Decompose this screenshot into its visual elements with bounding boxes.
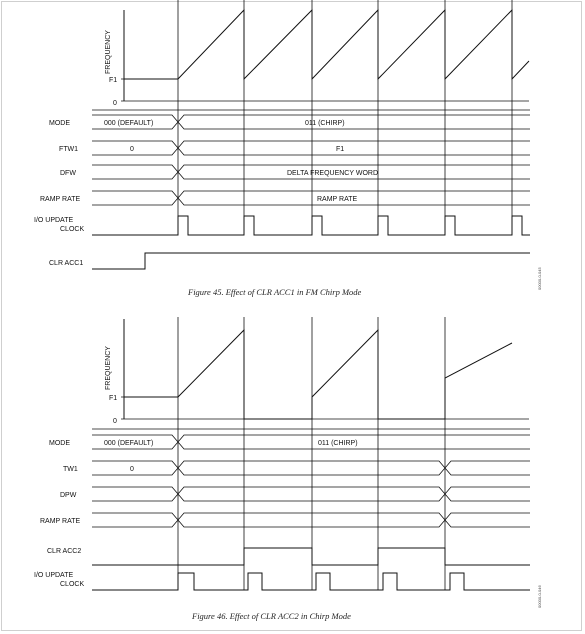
fig45-frequency-sawtooth [124, 10, 529, 79]
fig46-zero-label: 0 [113, 418, 117, 425]
fig46-clock-label: CLOCK [60, 581, 85, 588]
fig45-frequency-label: FREQUENCY [105, 30, 112, 74]
fig46-clock-waveform [92, 573, 530, 590]
fig45-dfw-label: DFW [60, 170, 76, 177]
fig45-mode-bus [49, 115, 530, 129]
fig46-frequency-trace [124, 330, 512, 419]
fig45-ramp-rate-value: RAMP RATE [317, 196, 358, 203]
fig45-zero-label: 0 [113, 100, 117, 107]
fig45-dfw-bus [60, 165, 530, 179]
fig45-clock-label: CLOCK [60, 226, 85, 233]
fig46-clr-acc2-waveform [92, 548, 530, 565]
fig45-clr-acc1-waveform [92, 253, 530, 269]
fig46-dpw-bus [60, 487, 530, 501]
fig45-figure-code: 00000-0-045 [537, 267, 542, 290]
fig45-ftw1-before-value: 0 [130, 146, 134, 153]
fig46-mode-chirp-value: 011 (CHIRP) [318, 440, 358, 447]
fig46-mode-default-value: 000 (DEFAULT) [104, 440, 154, 447]
fig46-mode-label: MODE [49, 440, 70, 447]
fig46-dpw-label: DPW [60, 492, 77, 499]
fig46-frequency-label: FREQUENCY [105, 346, 112, 390]
fig45-mode-label: MODE [49, 120, 70, 127]
fig46-ramp-rate-label: RAMP RATE [40, 518, 81, 525]
fig45-io-update-clock [34, 216, 530, 235]
fig46-mode-bus [49, 435, 530, 449]
fig45-f1-label: F1 [109, 77, 118, 84]
fig46-clr-acc2 [47, 548, 530, 565]
fig45-clock-waveform [92, 216, 530, 235]
fig45-ramp-rate-label: RAMP RATE [40, 196, 81, 203]
fig45-ramp-rate-bus [40, 191, 530, 205]
fig45-dfw-value: DELTA FREQUENCY WORD [287, 170, 379, 177]
fig46-tw1-bus [63, 461, 530, 475]
fig45-clr-acc1 [49, 253, 530, 269]
fig45-ftw1-label: FTW1 [59, 146, 79, 153]
fig46-ramp-rate-bus [40, 513, 530, 527]
figure-46 [34, 317, 542, 621]
fig45-mode-chirp-value: 011 (CHIRP) [305, 120, 345, 127]
fig45-caption: Figure 45. Effect of CLR ACC1 in FM Chirp Mode [188, 287, 362, 297]
fig45-mode-default-value: 000 (DEFAULT) [104, 120, 154, 127]
fig46-tw1-before-value: 0 [130, 466, 134, 473]
fig46-io-update-label: I/O UPDATE [34, 572, 74, 579]
fig46-io-update-clock [34, 572, 530, 590]
fig46-caption: Figure 46. Effect of CLR ACC2 in Chirp Mode [192, 611, 351, 621]
fig46-f1-label: F1 [109, 395, 118, 402]
fig45-io-update-label: I/O UPDATE [34, 217, 74, 224]
fig46-clr-acc2-label: CLR ACC2 [47, 548, 82, 555]
fig45-ftw1-bus [59, 141, 530, 155]
fig46-figure-code: 00000-0-046 [537, 585, 542, 608]
fig45-ftw1-after-value: F1 [336, 146, 345, 153]
figure-45 [34, 0, 542, 297]
fig45-clr-acc1-label: CLR ACC1 [49, 260, 84, 267]
fig46-tw1-label: TW1 [63, 466, 78, 473]
